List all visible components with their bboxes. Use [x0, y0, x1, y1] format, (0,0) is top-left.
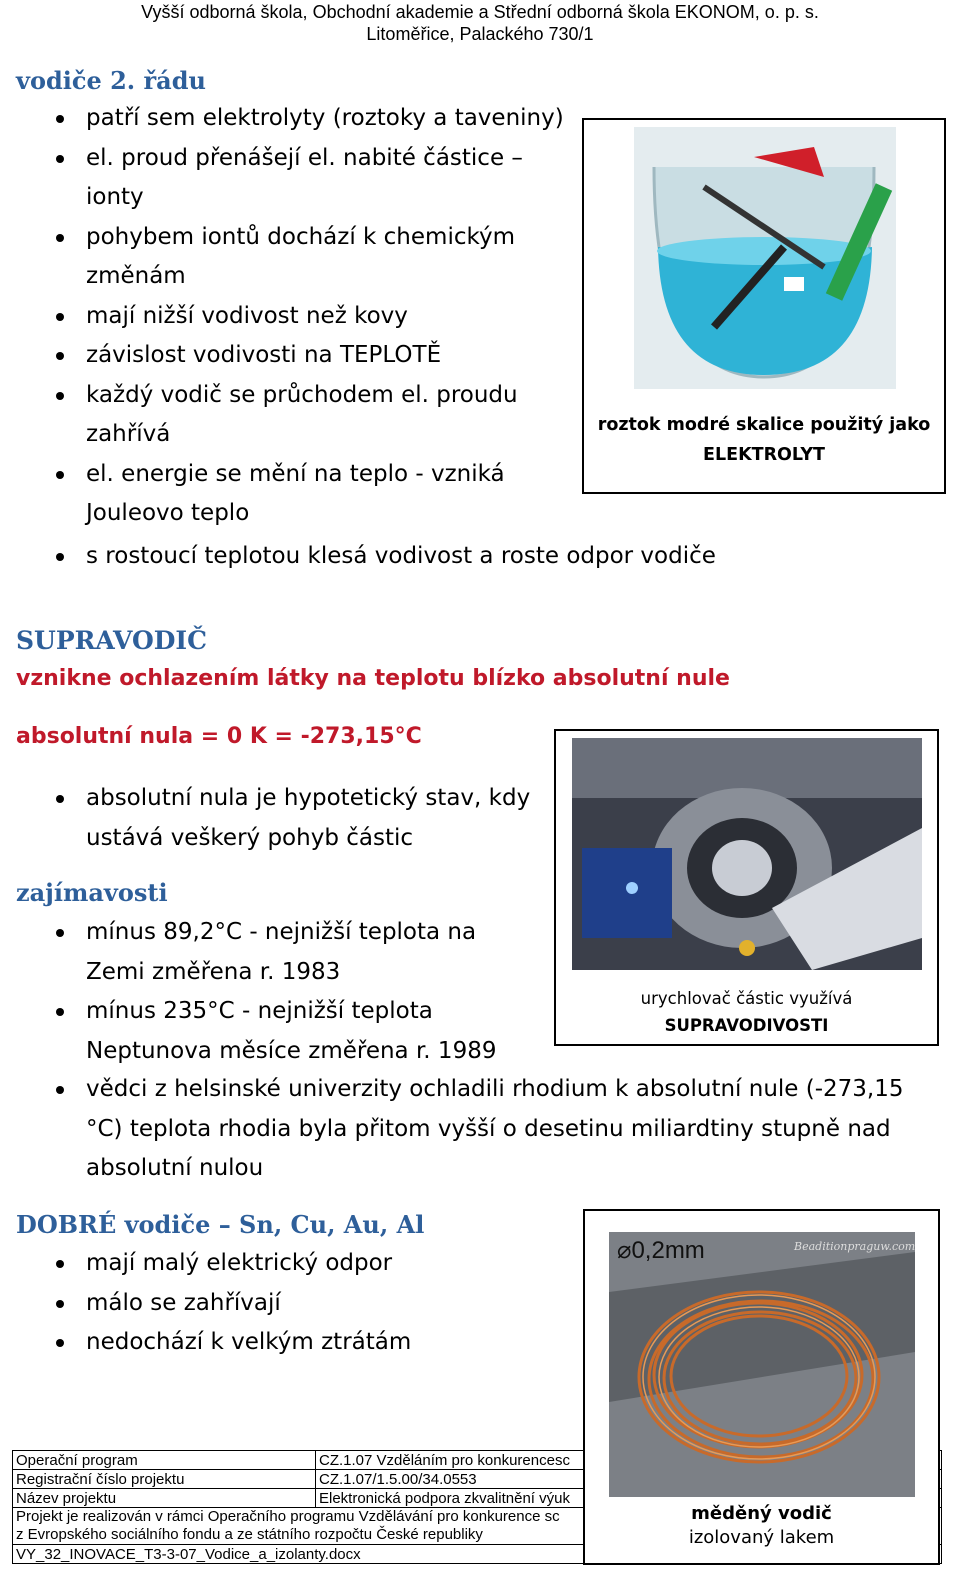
photo-watermark: Beaditionpraguw.com [794, 1240, 915, 1253]
list-item: mínus 89,2°C - nejnižší teplota na Zemi změřena r. 1983 [16, 913, 536, 992]
list-item: mínus 235°C - nejnižší teplota Neptunova měsíce změřena r. 1989 [16, 992, 536, 1071]
facts-list [16, 913, 536, 1071]
section-title-good-conductors: DOBRÉ vodiče – Sn, Cu, Au, Al [16, 1210, 425, 1239]
conductors-2nd-order-list [16, 99, 586, 534]
conductors-2nd-order-list-last [16, 537, 916, 577]
list-item: pohybem iontů dochází k chemickým změnám [16, 218, 586, 297]
figure-accelerator-caption-line1: urychlovač částic využívá [640, 989, 853, 1008]
table-cell: Elektronická podpora zkvalitnění výuk [316, 1489, 942, 1508]
table-cell: CZ.1.07/1.5.00/34.0553 [316, 1470, 942, 1489]
figure-accelerator [554, 729, 939, 1046]
copper-wire-photo [609, 1232, 915, 1497]
list-item: málo se zahřívají [16, 1284, 556, 1324]
table-cell: Operační program [13, 1451, 316, 1470]
good-conductors-list [16, 1244, 556, 1363]
table-cell: CZ.1.07 Vzděláním pro konkurencesc [316, 1451, 942, 1470]
section-title-facts: zajímavosti [16, 878, 168, 907]
list-item: závislost vodivosti na TEPLOTĚ [16, 336, 586, 376]
list-item: absolutní nula je hypotetický stav, kdy ustává veškerý pohyb částic [16, 779, 536, 858]
list-item: mají nižší vodivost než kovy [16, 297, 586, 337]
facts-list-wide [16, 1070, 916, 1189]
list-item: patří sem elektrolyty (roztoky a taveniny) [16, 99, 586, 139]
list-item: vědci z helsinské univerzity ochladili rhodium k absolutní nule (-273,15 °C) teplota rhodia byla přitom vyšší o desetinu miliardtiny stupně nad absolutní nulou [16, 1070, 916, 1189]
accelerator-photo [572, 738, 922, 970]
figure-electrolyte-caption-line2: ELEKTROLYT [703, 445, 825, 465]
figure-copper-caption-line1: měděný vodič [691, 1503, 832, 1524]
list-item: s rostoucí teplotou klesá vodivost a roste odpor vodiče [16, 537, 916, 577]
electrolyte-photo [634, 127, 896, 389]
figure-electrolyte [582, 118, 946, 494]
superconductor-subtitle: vznikne ochlazením látky na teplotu blízko absolutní nule [16, 666, 730, 691]
document-header-address: Litoměřice, Palackého 730/1 [366, 24, 594, 44]
document-header-school: Vyšší odborná škola, Obchodní akademie a Střední odborná škola EKONOM, o. p. s. [141, 2, 819, 22]
section-title-conductors-2nd-order: vodiče 2. řádu [16, 66, 206, 95]
project-note-line1: Projekt je realizován v rámci Operačního programu Vzdělávání pro konkurence sc [16, 1508, 560, 1525]
project-note-line2: z Evropského sociálního fondu a ze státního rozpočtu České republiky [16, 1526, 483, 1543]
list-item: každý vodič se průchodem el. proudu zahřívá [16, 376, 586, 455]
figure-electrolyte-caption-line1: roztok modré skalice použitý jako [597, 415, 931, 435]
list-item: el. energie se mění na teplo - vzniká Jouleovo teplo [16, 455, 586, 534]
section-title-superconductor: SUPRAVODIČ [16, 626, 208, 655]
wire-diameter-label: ⌀0,2mm [617, 1237, 705, 1264]
list-item: el. proud přenášejí el. nabité částice – ionty [16, 139, 586, 218]
list-item: nedochází k velkým ztrátám [16, 1323, 556, 1363]
figure-copper-caption-line2: izolovaný lakem [688, 1527, 835, 1548]
absolute-zero-list [16, 779, 536, 858]
figure-copper-wire [583, 1209, 940, 1565]
absolute-zero-formula: absolutní nula = 0 K = -273,15°C [16, 724, 422, 749]
table-cell: Registrační číslo projektu [13, 1470, 316, 1489]
figure-accelerator-caption-line2: SUPRAVODIVOSTI [664, 1016, 829, 1035]
list-item: mají malý elektrický odpor [16, 1244, 556, 1284]
document-filename: VY_32_INOVACE_T3-3-07_Vodice_a_izolanty.docx [16, 1545, 361, 1563]
table-cell: Název projektu [13, 1489, 316, 1508]
